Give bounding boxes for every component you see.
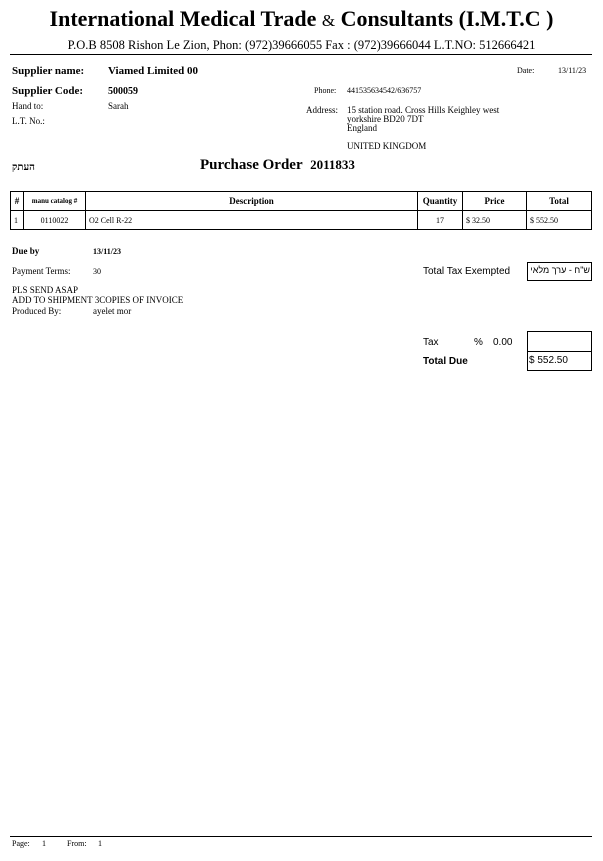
supplier-name-value: Viamed Limited 00: [108, 65, 199, 77]
tax-label: Tax: [423, 337, 439, 348]
header-num: #: [11, 192, 24, 211]
supplier-code-label: Supplier Code:: [12, 85, 84, 97]
tax-exempt-value: ש"ח - ערך מלאי: [530, 265, 590, 275]
row-total: $ 552.50: [527, 211, 592, 230]
row-price: $ 32.50: [463, 211, 527, 230]
payment-terms-label: Payment Terms:: [12, 266, 71, 276]
row-catalog: 0110022: [24, 211, 86, 230]
tax-percent-sign: %: [474, 337, 483, 348]
company-contact-line: P.O.B 8508 Rishon Le Zion, Phon: (972)39666055 Fax : (972)39666044 L.T.NO: 512666421: [67, 38, 536, 52]
table-row: [11, 211, 592, 230]
table-header-row: [11, 192, 592, 211]
page-value: 1: [42, 839, 46, 848]
produced-by-value: ayelet mor: [93, 306, 132, 316]
tax-percent-value: 0.00: [493, 337, 513, 348]
items-table: [10, 191, 592, 230]
due-by-label: Due by: [12, 246, 40, 256]
hand-to-label: Hand to:: [12, 101, 44, 111]
company-name-part1: International Medical Trade: [49, 6, 317, 31]
total-due-box: [527, 351, 592, 371]
row-quantity: 17: [418, 211, 463, 230]
lt-no-label: L.T. No.:: [12, 116, 45, 126]
header-price: Price: [463, 192, 527, 211]
company-name-part2: Consultants (I.M.T.C ): [340, 6, 554, 31]
from-value: 1: [98, 839, 102, 848]
due-by-value: 13/11/23: [93, 247, 122, 256]
header-divider: [10, 54, 592, 55]
phone-value: 441535634542/636757: [347, 86, 422, 95]
company-name: [0, 6, 603, 32]
address-line-1: 15 station road. Cross Hills Keighley west: [347, 105, 500, 115]
total-due-value: $ 552.50: [529, 355, 568, 366]
purchase-order-title: [200, 157, 355, 174]
purchase-order-number: 2011833: [310, 157, 355, 172]
company-name-ampersand: &: [321, 11, 336, 30]
tax-exempt-box: [527, 262, 592, 281]
produced-by-label: Produced By:: [12, 306, 62, 316]
purchase-order-label: Purchase Order: [200, 157, 303, 173]
total-due-label: Total Due: [423, 356, 468, 367]
date-label: Date:: [517, 66, 535, 75]
row-description: O2 Cell R-22: [86, 211, 418, 230]
header-catalog: manu catalog #: [24, 192, 86, 211]
address-line-4: UNITED KINGDOM: [347, 141, 427, 151]
footer-divider: [10, 836, 592, 837]
date-value: 13/11/23: [558, 66, 587, 75]
tax-exempt-label: Total Tax Exempted: [423, 266, 511, 277]
phone-label: Phone:: [314, 86, 337, 95]
from-label: From:: [67, 839, 87, 848]
note-line-2: ADD TO SHIPMENT 3COPIES OF INVOICE: [12, 295, 184, 305]
supplier-code-value: 500059: [108, 86, 138, 97]
address-label: Address:: [306, 105, 338, 115]
address-line-2: yorkshire BD20 7DT: [347, 114, 424, 124]
page-label: Page:: [12, 839, 30, 848]
supplier-name-label: Supplier name:: [12, 65, 85, 77]
address-line-3: England: [347, 123, 377, 133]
hand-to-value: Sarah: [108, 101, 129, 111]
header-description: Description: [86, 192, 418, 211]
tax-value-box: [527, 331, 592, 352]
copy-label: העתק: [12, 162, 35, 173]
header-quantity: Quantity: [418, 192, 463, 211]
note-line-1: PLS SEND ASAP: [12, 285, 79, 295]
row-num: 1: [11, 211, 24, 230]
tax-value: [528, 332, 591, 338]
payment-terms-value: 30: [93, 267, 101, 276]
header-total: Total: [527, 192, 592, 211]
